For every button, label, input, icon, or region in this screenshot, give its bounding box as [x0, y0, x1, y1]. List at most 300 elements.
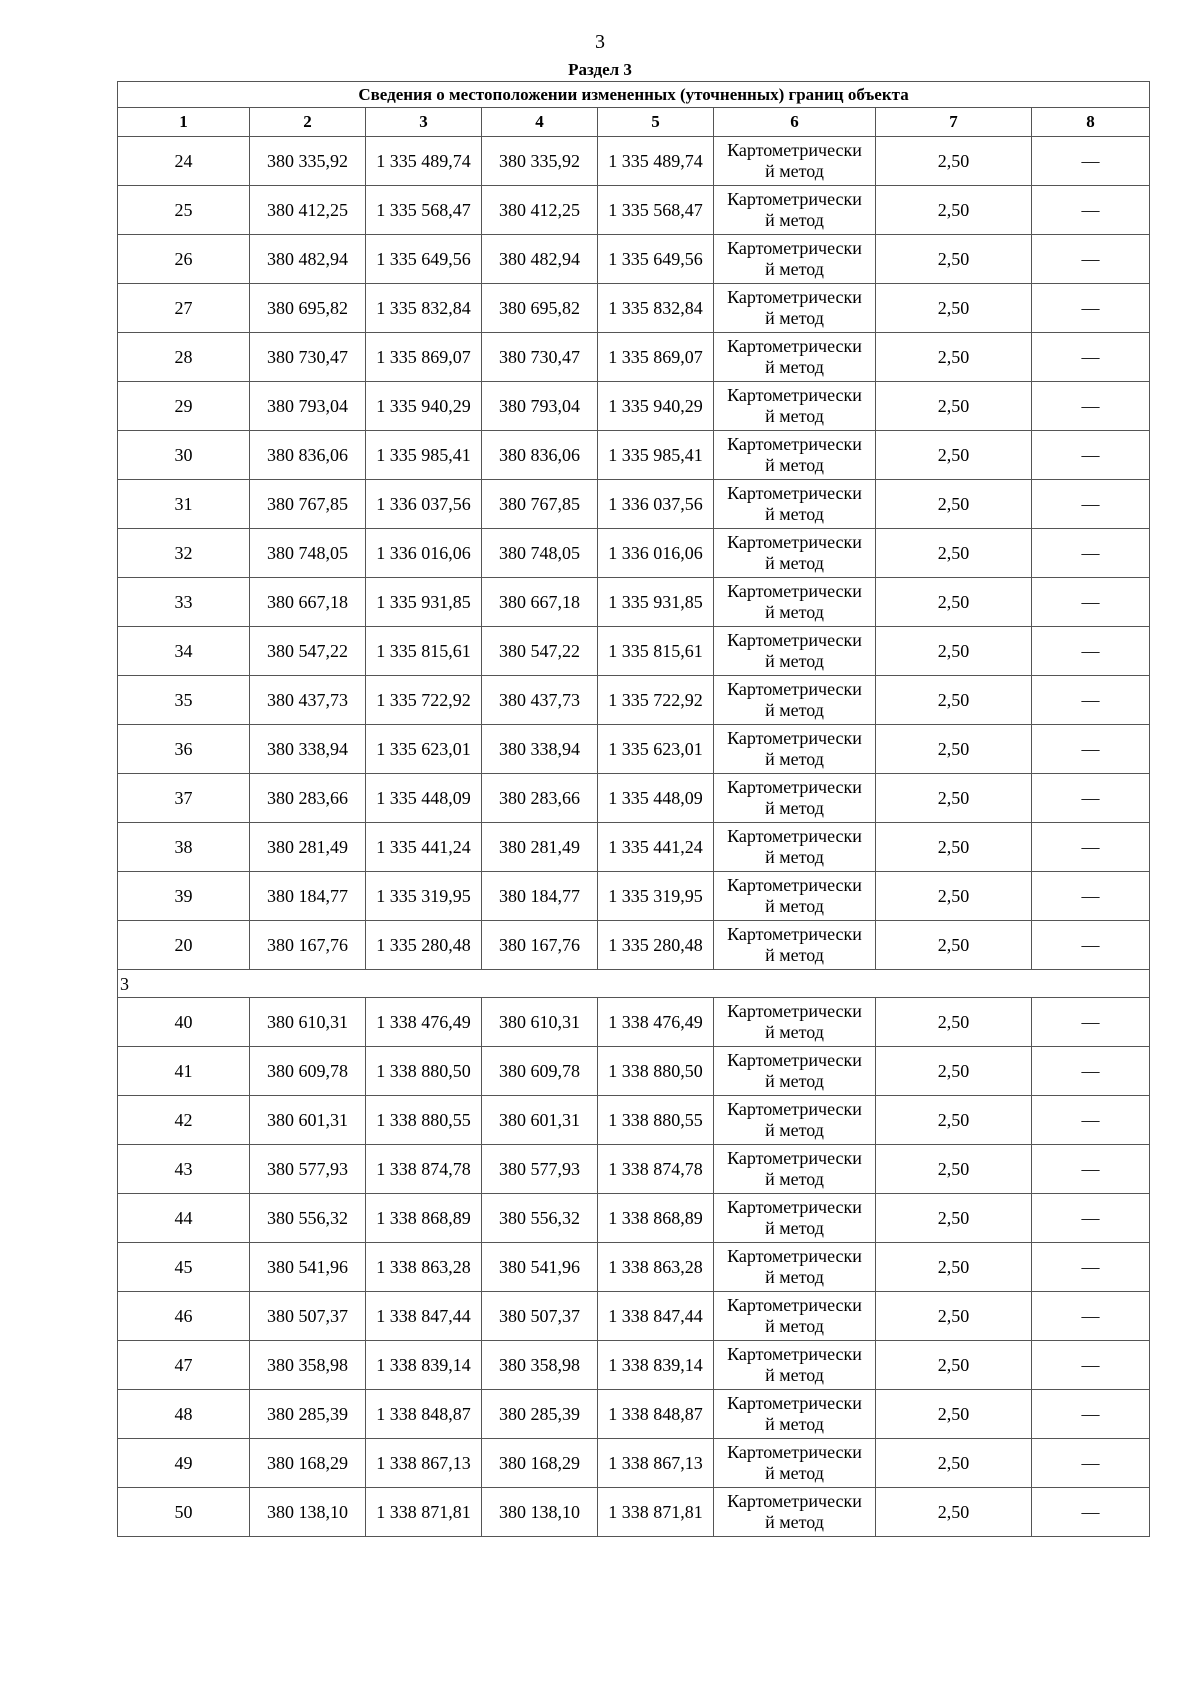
table-row [118, 774, 1150, 823]
method-text-line1: Картометрически [727, 1148, 862, 1168]
page-number: 3 [595, 31, 605, 53]
new-y-cell: 1 338 863,28 [598, 1243, 714, 1292]
old-x-cell: 380 184,77 [250, 872, 366, 921]
method-cell [714, 1341, 876, 1390]
table-row [118, 431, 1150, 480]
new-y-cell: 1 335 869,07 [598, 333, 714, 382]
method-text-line1: Картометрически [727, 1393, 862, 1413]
table-row [118, 627, 1150, 676]
old-y-cell: 1 335 985,41 [366, 431, 482, 480]
description-cell: — [1032, 725, 1150, 774]
old-x-cell: 380 541,96 [250, 1243, 366, 1292]
point-number-cell: 34 [118, 627, 250, 676]
old-x-cell: 380 412,25 [250, 186, 366, 235]
point-number-cell: 37 [118, 774, 250, 823]
accuracy-cell: 2,50 [876, 998, 1032, 1047]
new-x-cell: 380 695,82 [482, 284, 598, 333]
table-row [118, 1292, 1150, 1341]
point-number-cell: 20 [118, 921, 250, 970]
new-y-cell: 1 335 985,41 [598, 431, 714, 480]
old-x-cell: 380 730,47 [250, 333, 366, 382]
point-number-cell: 48 [118, 1390, 250, 1439]
accuracy-cell: 2,50 [876, 872, 1032, 921]
method-cell [714, 1390, 876, 1439]
table-row [118, 137, 1150, 186]
column-header-8: 8 [1032, 108, 1150, 137]
column-header-2: 2 [250, 108, 366, 137]
method-cell [714, 186, 876, 235]
method-cell [714, 235, 876, 284]
method-text-line1: Картометрически [727, 924, 862, 944]
new-y-cell: 1 335 623,01 [598, 725, 714, 774]
new-x-cell: 380 507,37 [482, 1292, 598, 1341]
old-y-cell: 1 338 847,44 [366, 1292, 482, 1341]
accuracy-cell: 2,50 [876, 774, 1032, 823]
method-text-line2: й метод [765, 1365, 824, 1385]
point-number-cell: 41 [118, 1047, 250, 1096]
point-number-cell: 25 [118, 186, 250, 235]
point-number-cell: 32 [118, 529, 250, 578]
description-cell: — [1032, 529, 1150, 578]
method-cell [714, 1292, 876, 1341]
method-cell [714, 676, 876, 725]
method-text-line1: Картометрически [727, 336, 862, 356]
method-text-line2: й метод [765, 1316, 824, 1336]
old-y-cell: 1 338 867,13 [366, 1439, 482, 1488]
point-number-cell: 26 [118, 235, 250, 284]
column-header-4: 4 [482, 108, 598, 137]
method-cell [714, 774, 876, 823]
description-cell: — [1032, 333, 1150, 382]
method-cell [714, 382, 876, 431]
new-x-cell: 380 767,85 [482, 480, 598, 529]
table-title: Сведения о местоположении измененных (уточненных) границ объекта [118, 82, 1150, 108]
method-text-line2: й метод [765, 1022, 824, 1042]
accuracy-cell: 2,50 [876, 382, 1032, 431]
new-y-cell: 1 335 649,56 [598, 235, 714, 284]
accuracy-cell: 2,50 [876, 578, 1032, 627]
new-x-cell: 380 138,10 [482, 1488, 598, 1537]
new-x-cell: 380 482,94 [482, 235, 598, 284]
method-cell [714, 725, 876, 774]
old-x-cell: 380 281,49 [250, 823, 366, 872]
new-y-cell: 1 335 940,29 [598, 382, 714, 431]
new-x-cell: 380 577,93 [482, 1145, 598, 1194]
method-text-line2: й метод [765, 504, 824, 524]
new-x-cell: 380 184,77 [482, 872, 598, 921]
new-x-cell: 380 793,04 [482, 382, 598, 431]
old-y-cell: 1 338 863,28 [366, 1243, 482, 1292]
point-number-cell: 30 [118, 431, 250, 480]
new-x-cell: 380 335,92 [482, 137, 598, 186]
description-cell: — [1032, 382, 1150, 431]
point-number-cell: 45 [118, 1243, 250, 1292]
method-text-line2: й метод [765, 553, 824, 573]
method-text-line1: Картометрически [727, 1197, 862, 1217]
method-text-line2: й метод [765, 749, 824, 769]
point-number-cell: 47 [118, 1341, 250, 1390]
new-y-cell: 1 335 448,09 [598, 774, 714, 823]
method-text-line1: Картометрически [727, 826, 862, 846]
new-x-cell: 380 609,78 [482, 1047, 598, 1096]
method-cell [714, 1145, 876, 1194]
new-x-cell: 380 748,05 [482, 529, 598, 578]
method-text-line2: й метод [765, 847, 824, 867]
old-x-cell: 380 335,92 [250, 137, 366, 186]
description-cell: — [1032, 1488, 1150, 1537]
accuracy-cell: 2,50 [876, 1439, 1032, 1488]
point-number-cell: 43 [118, 1145, 250, 1194]
new-x-cell: 380 601,31 [482, 1096, 598, 1145]
accuracy-cell: 2,50 [876, 333, 1032, 382]
new-x-cell: 380 667,18 [482, 578, 598, 627]
new-y-cell: 1 335 815,61 [598, 627, 714, 676]
method-text-line2: й метод [765, 406, 824, 426]
point-number-cell: 31 [118, 480, 250, 529]
method-text-line1: Картометрически [727, 1295, 862, 1315]
new-x-cell: 380 437,73 [482, 676, 598, 725]
method-text-line1: Картометрически [727, 1246, 862, 1266]
table-row [118, 1341, 1150, 1390]
method-text-line2: й метод [765, 798, 824, 818]
description-cell: — [1032, 137, 1150, 186]
old-x-cell: 380 168,29 [250, 1439, 366, 1488]
old-y-cell: 1 335 832,84 [366, 284, 482, 333]
method-text-line2: й метод [765, 651, 824, 671]
method-text-line2: й метод [765, 1463, 824, 1483]
method-text-line1: Картометрически [727, 287, 862, 307]
table-row [118, 998, 1150, 1047]
method-text-line1: Картометрически [727, 581, 862, 601]
method-text-line2: й метод [765, 896, 824, 916]
column-header-row [118, 108, 1150, 137]
table-row [118, 1439, 1150, 1488]
old-x-cell: 380 610,31 [250, 998, 366, 1047]
section-title: Раздел 3 [568, 60, 632, 79]
old-x-cell: 380 556,32 [250, 1194, 366, 1243]
method-text-line2: й метод [765, 259, 824, 279]
accuracy-cell: 2,50 [876, 725, 1032, 774]
table-row [118, 1390, 1150, 1439]
new-y-cell: 1 338 848,87 [598, 1390, 714, 1439]
method-text-line1: Картометрически [727, 1442, 862, 1462]
accuracy-cell: 2,50 [876, 676, 1032, 725]
description-cell: — [1032, 823, 1150, 872]
old-y-cell: 1 335 319,95 [366, 872, 482, 921]
table-row [118, 676, 1150, 725]
old-x-cell: 380 667,18 [250, 578, 366, 627]
accuracy-cell: 2,50 [876, 1341, 1032, 1390]
method-cell [714, 1194, 876, 1243]
column-header-5: 5 [598, 108, 714, 137]
point-number-cell: 38 [118, 823, 250, 872]
description-cell: — [1032, 1047, 1150, 1096]
table-row [118, 284, 1150, 333]
table-row [118, 872, 1150, 921]
description-cell: — [1032, 578, 1150, 627]
method-cell [714, 872, 876, 921]
table-title-row [118, 82, 1150, 108]
new-y-cell: 1 335 931,85 [598, 578, 714, 627]
old-x-cell: 380 836,06 [250, 431, 366, 480]
new-x-cell: 380 283,66 [482, 774, 598, 823]
method-text-line2: й метод [765, 1071, 824, 1091]
method-cell [714, 1439, 876, 1488]
old-y-cell: 1 335 623,01 [366, 725, 482, 774]
column-header-3: 3 [366, 108, 482, 137]
point-number-cell: 49 [118, 1439, 250, 1488]
method-text-line2: й метод [765, 1169, 824, 1189]
group-row [118, 970, 1150, 998]
accuracy-cell: 2,50 [876, 1145, 1032, 1194]
method-text-line1: Картометрически [727, 1099, 862, 1119]
new-x-cell: 380 358,98 [482, 1341, 598, 1390]
description-cell: — [1032, 235, 1150, 284]
new-y-cell: 1 336 037,56 [598, 480, 714, 529]
description-cell: — [1032, 921, 1150, 970]
old-x-cell: 380 482,94 [250, 235, 366, 284]
new-x-cell: 380 547,22 [482, 627, 598, 676]
accuracy-cell: 2,50 [876, 431, 1032, 480]
method-cell [714, 1096, 876, 1145]
accuracy-cell: 2,50 [876, 921, 1032, 970]
old-y-cell: 1 338 874,78 [366, 1145, 482, 1194]
new-y-cell: 1 335 319,95 [598, 872, 714, 921]
new-y-cell: 1 338 847,44 [598, 1292, 714, 1341]
old-y-cell: 1 335 280,48 [366, 921, 482, 970]
method-cell [714, 1488, 876, 1537]
method-cell [714, 480, 876, 529]
table-row [118, 1047, 1150, 1096]
old-y-cell: 1 335 722,92 [366, 676, 482, 725]
new-y-cell: 1 335 280,48 [598, 921, 714, 970]
accuracy-cell: 2,50 [876, 823, 1032, 872]
method-text-line1: Картометрически [727, 1050, 862, 1070]
method-text-line1: Картометрически [727, 434, 862, 454]
old-y-cell: 1 336 016,06 [366, 529, 482, 578]
table-row [118, 1488, 1150, 1537]
new-x-cell: 380 541,96 [482, 1243, 598, 1292]
method-text-line1: Картометрически [727, 238, 862, 258]
point-number-cell: 28 [118, 333, 250, 382]
table-row [118, 921, 1150, 970]
description-cell: — [1032, 284, 1150, 333]
old-x-cell: 380 767,85 [250, 480, 366, 529]
description-cell: — [1032, 480, 1150, 529]
new-y-cell: 1 338 839,14 [598, 1341, 714, 1390]
old-y-cell: 1 338 871,81 [366, 1488, 482, 1537]
method-text-line1: Картометрически [727, 140, 862, 160]
old-x-cell: 380 601,31 [250, 1096, 366, 1145]
method-cell [714, 921, 876, 970]
old-y-cell: 1 335 568,47 [366, 186, 482, 235]
accuracy-cell: 2,50 [876, 1096, 1032, 1145]
new-x-cell: 380 610,31 [482, 998, 598, 1047]
old-y-cell: 1 338 476,49 [366, 998, 482, 1047]
accuracy-cell: 2,50 [876, 284, 1032, 333]
description-cell: — [1032, 1243, 1150, 1292]
method-text-line1: Картометрически [727, 1491, 862, 1511]
table-row [118, 529, 1150, 578]
description-cell: — [1032, 1292, 1150, 1341]
table-row [118, 1194, 1150, 1243]
method-cell [714, 431, 876, 480]
old-y-cell: 1 338 839,14 [366, 1341, 482, 1390]
old-y-cell: 1 338 848,87 [366, 1390, 482, 1439]
table-body [118, 82, 1150, 1537]
description-cell: — [1032, 431, 1150, 480]
description-cell: — [1032, 1390, 1150, 1439]
accuracy-cell: 2,50 [876, 235, 1032, 284]
table-row [118, 823, 1150, 872]
new-y-cell: 1 335 489,74 [598, 137, 714, 186]
new-x-cell: 380 281,49 [482, 823, 598, 872]
accuracy-cell: 2,50 [876, 186, 1032, 235]
old-y-cell: 1 335 931,85 [366, 578, 482, 627]
old-x-cell: 380 138,10 [250, 1488, 366, 1537]
point-number-cell: 36 [118, 725, 250, 774]
table-row [118, 186, 1150, 235]
accuracy-cell: 2,50 [876, 627, 1032, 676]
method-cell [714, 284, 876, 333]
point-number-cell: 40 [118, 998, 250, 1047]
table-row [118, 578, 1150, 627]
old-x-cell: 380 285,39 [250, 1390, 366, 1439]
old-y-cell: 1 335 815,61 [366, 627, 482, 676]
old-x-cell: 380 748,05 [250, 529, 366, 578]
point-number-cell: 42 [118, 1096, 250, 1145]
new-y-cell: 1 338 867,13 [598, 1439, 714, 1488]
description-cell: — [1032, 1341, 1150, 1390]
old-x-cell: 380 507,37 [250, 1292, 366, 1341]
table-row [118, 725, 1150, 774]
table-row [118, 1145, 1150, 1194]
method-text-line2: й метод [765, 1120, 824, 1140]
accuracy-cell: 2,50 [876, 529, 1032, 578]
method-text-line1: Картометрически [727, 679, 862, 699]
point-number-cell: 33 [118, 578, 250, 627]
accuracy-cell: 2,50 [876, 137, 1032, 186]
table-row [118, 480, 1150, 529]
old-y-cell: 1 338 868,89 [366, 1194, 482, 1243]
method-cell [714, 333, 876, 382]
point-number-cell: 29 [118, 382, 250, 431]
method-text-line1: Картометрически [727, 1344, 862, 1364]
old-x-cell: 380 793,04 [250, 382, 366, 431]
accuracy-cell: 2,50 [876, 480, 1032, 529]
method-text-line1: Картометрически [727, 875, 862, 895]
point-number-cell: 35 [118, 676, 250, 725]
new-y-cell: 1 338 871,81 [598, 1488, 714, 1537]
method-cell [714, 1243, 876, 1292]
group-label: 3 [118, 970, 1150, 998]
method-text-line1: Картометрически [727, 728, 862, 748]
description-cell: — [1032, 1194, 1150, 1243]
new-y-cell: 1 335 441,24 [598, 823, 714, 872]
method-text-line2: й метод [765, 308, 824, 328]
new-x-cell: 380 338,94 [482, 725, 598, 774]
new-x-cell: 380 285,39 [482, 1390, 598, 1439]
accuracy-cell: 2,50 [876, 1390, 1032, 1439]
old-y-cell: 1 335 649,56 [366, 235, 482, 284]
old-x-cell: 380 338,94 [250, 725, 366, 774]
method-text-line2: й метод [765, 455, 824, 475]
description-cell: — [1032, 774, 1150, 823]
point-number-cell: 44 [118, 1194, 250, 1243]
method-text-line1: Картометрически [727, 385, 862, 405]
method-text-line2: й метод [765, 1267, 824, 1287]
description-cell: — [1032, 1145, 1150, 1194]
method-text-line2: й метод [765, 210, 824, 230]
method-text-line2: й метод [765, 1218, 824, 1238]
old-x-cell: 380 695,82 [250, 284, 366, 333]
new-y-cell: 1 338 880,55 [598, 1096, 714, 1145]
new-y-cell: 1 336 016,06 [598, 529, 714, 578]
column-header-6: 6 [714, 108, 876, 137]
method-cell [714, 137, 876, 186]
old-y-cell: 1 335 940,29 [366, 382, 482, 431]
accuracy-cell: 2,50 [876, 1047, 1032, 1096]
table-row [118, 235, 1150, 284]
old-y-cell: 1 335 489,74 [366, 137, 482, 186]
new-x-cell: 380 412,25 [482, 186, 598, 235]
method-cell [714, 627, 876, 676]
new-x-cell: 380 167,76 [482, 921, 598, 970]
table-row [118, 1243, 1150, 1292]
method-cell [714, 998, 876, 1047]
new-y-cell: 1 335 832,84 [598, 284, 714, 333]
old-x-cell: 380 437,73 [250, 676, 366, 725]
description-cell: — [1032, 1096, 1150, 1145]
old-x-cell: 380 167,76 [250, 921, 366, 970]
new-y-cell: 1 338 880,50 [598, 1047, 714, 1096]
point-number-cell: 27 [118, 284, 250, 333]
method-text-line2: й метод [765, 1414, 824, 1434]
new-y-cell: 1 335 722,92 [598, 676, 714, 725]
point-number-cell: 24 [118, 137, 250, 186]
method-text-line1: Картометрически [727, 189, 862, 209]
old-y-cell: 1 335 441,24 [366, 823, 482, 872]
method-text-line2: й метод [765, 602, 824, 622]
point-number-cell: 46 [118, 1292, 250, 1341]
new-y-cell: 1 338 874,78 [598, 1145, 714, 1194]
old-x-cell: 380 358,98 [250, 1341, 366, 1390]
accuracy-cell: 2,50 [876, 1194, 1032, 1243]
new-x-cell: 380 836,06 [482, 431, 598, 480]
method-cell [714, 823, 876, 872]
new-y-cell: 1 335 568,47 [598, 186, 714, 235]
new-x-cell: 380 556,32 [482, 1194, 598, 1243]
method-text-line1: Картометрически [727, 777, 862, 797]
description-cell: — [1032, 676, 1150, 725]
description-cell: — [1032, 186, 1150, 235]
table-row [118, 1096, 1150, 1145]
old-y-cell: 1 335 869,07 [366, 333, 482, 382]
accuracy-cell: 2,50 [876, 1488, 1032, 1537]
description-cell: — [1032, 1439, 1150, 1488]
new-x-cell: 380 730,47 [482, 333, 598, 382]
old-x-cell: 380 609,78 [250, 1047, 366, 1096]
new-y-cell: 1 338 868,89 [598, 1194, 714, 1243]
new-y-cell: 1 338 476,49 [598, 998, 714, 1047]
column-header-7: 7 [876, 108, 1032, 137]
old-y-cell: 1 338 880,50 [366, 1047, 482, 1096]
method-text-line2: й метод [765, 357, 824, 377]
method-text-line2: й метод [765, 1512, 824, 1532]
point-number-cell: 39 [118, 872, 250, 921]
method-text-line2: й метод [765, 945, 824, 965]
method-cell [714, 529, 876, 578]
